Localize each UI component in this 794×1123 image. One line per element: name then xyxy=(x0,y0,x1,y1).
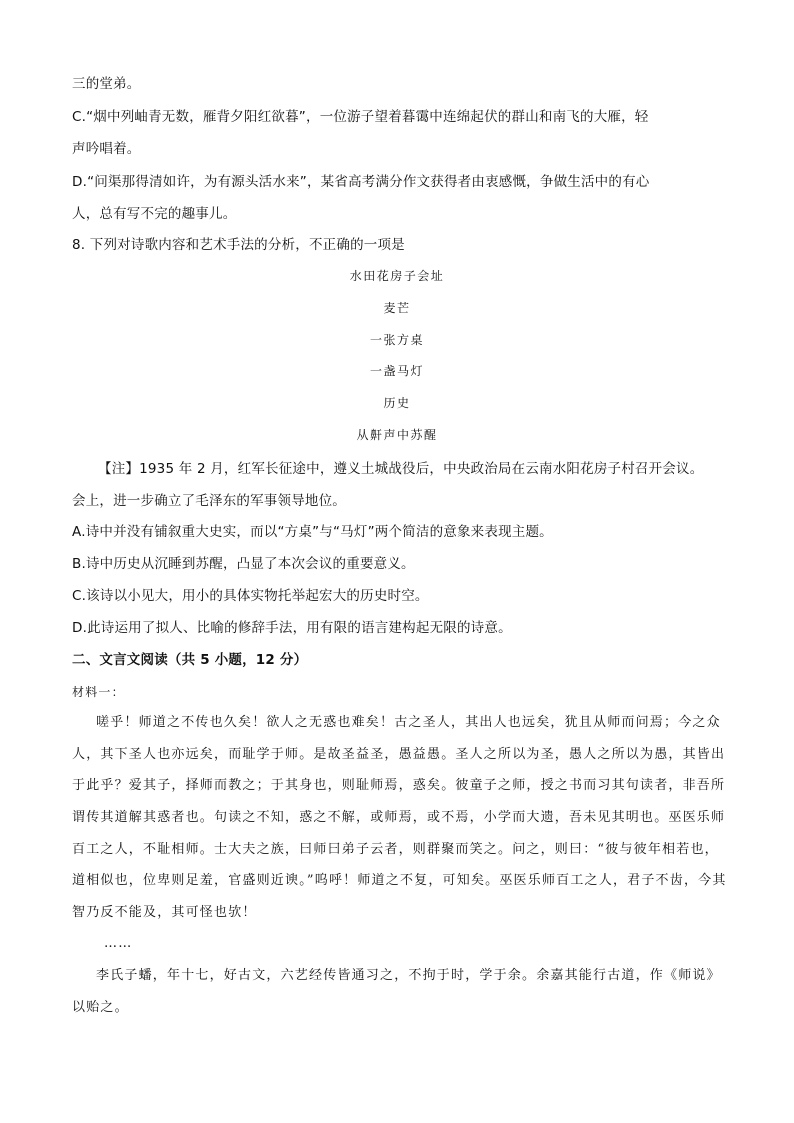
passage-line: 于此乎？爱其子，择师而教之；于其身也，则耻师焉，惑矣。彼童子之师，授之书而习其句读者，非吾所 xyxy=(72,778,726,793)
q7-option-b-tail: 三的堂弟。 xyxy=(72,76,141,92)
passage-line: 嗟乎！师道之不传也久矣！欲人之无惑也难矣！古之圣人，其出人也远矣，犹且从师而问焉；今之众 xyxy=(96,715,721,730)
q7-option-d-line1: D.“问渠那得清如许，为有源头活水来”，某省高考满分作文获得者由衷感慨，争做生活中的有心 xyxy=(72,174,650,190)
poem-line: 麦芒 xyxy=(383,301,411,315)
passage-line: 谓传其道解其惑者也。句读之不知，惑之不解，或师焉，或不焉，小学而大遗，吾未见其明也。巫医乐师 xyxy=(72,810,726,825)
poem-note-line1: 【注】1935 年 2 月，红军长征途中，遵义土城战役后，中央政治局在云南水阳花房子村召开会议。 xyxy=(98,461,704,477)
passage-line: 智乃反不能及，其可怪也欤！ xyxy=(72,905,257,920)
passage-line: 人，其下圣人也亦远矣，而耻学于师。是故圣益圣，愚益愚。圣人之所以为圣，愚人之所以为愚，其皆出 xyxy=(72,747,726,762)
material-label: 材料一： xyxy=(72,685,125,699)
passage-line: 道相似也，位卑则足羞，官盛则近谀。”呜呼！师道之不复，可知矣。巫医乐师百工之人，君子不齿，今其 xyxy=(72,873,727,888)
passage-line: 以贻之。 xyxy=(72,1000,129,1015)
q7-option-d-line2: 人，总有写不完的趣事儿。 xyxy=(72,206,237,222)
q8-option-d: D.此诗运用了拟人、比喻的修辞手法，用有限的语言建构起无限的诗意。 xyxy=(72,620,512,636)
passage-line: 百工之人，不耻相师。士大夫之族，曰师曰弟子云者，则群聚而笑之。问之，则曰：“彼与彼年相若也， xyxy=(72,842,719,857)
passage-line: 李氏子蟠，年十七，好古文，六艺经传皆通习之，不拘于时，学于余。余嘉其能行古道，作《师说》 xyxy=(96,968,721,983)
q8-option-a: A.诗中并没有铺叙重大史实，而以“方桌”与“马灯”两个简洁的意象来表现主题。 xyxy=(72,524,553,540)
q7-option-c-line2: 声吟唱着。 xyxy=(72,141,141,157)
poem-line: 一盏马灯 xyxy=(369,364,424,378)
section-heading: 二、文言文阅读（共 5 小题，12 分） xyxy=(72,652,308,668)
poem-line: 历史 xyxy=(383,396,411,410)
poem-line: 一张方桌 xyxy=(369,333,424,347)
q8-stem: 8. 下列对诗歌内容和艺术手法的分析，不正确的一项是 xyxy=(72,237,405,253)
ellipsis: …… xyxy=(104,936,133,951)
poem-note-line2: 会上，进一步确立了毛泽东的军事领导地位。 xyxy=(72,493,346,509)
q7-option-c-line1: C.“烟中列岫青无数，雁背夕阳红欲暮”，一位游子望着暮霭中连绵起伏的群山和南飞的大雁，轻 xyxy=(72,109,649,125)
poem-line: 从鼾声中苏醒 xyxy=(356,428,438,442)
poem-title: 水田花房子会址 xyxy=(349,269,445,283)
q8-option-c: C.该诗以小见大，用小的具体实物托举起宏大的历史时空。 xyxy=(72,588,429,604)
q8-option-b: B.诗中历史从沉睡到苏醒，凸显了本次会议的重要意义。 xyxy=(72,556,415,572)
